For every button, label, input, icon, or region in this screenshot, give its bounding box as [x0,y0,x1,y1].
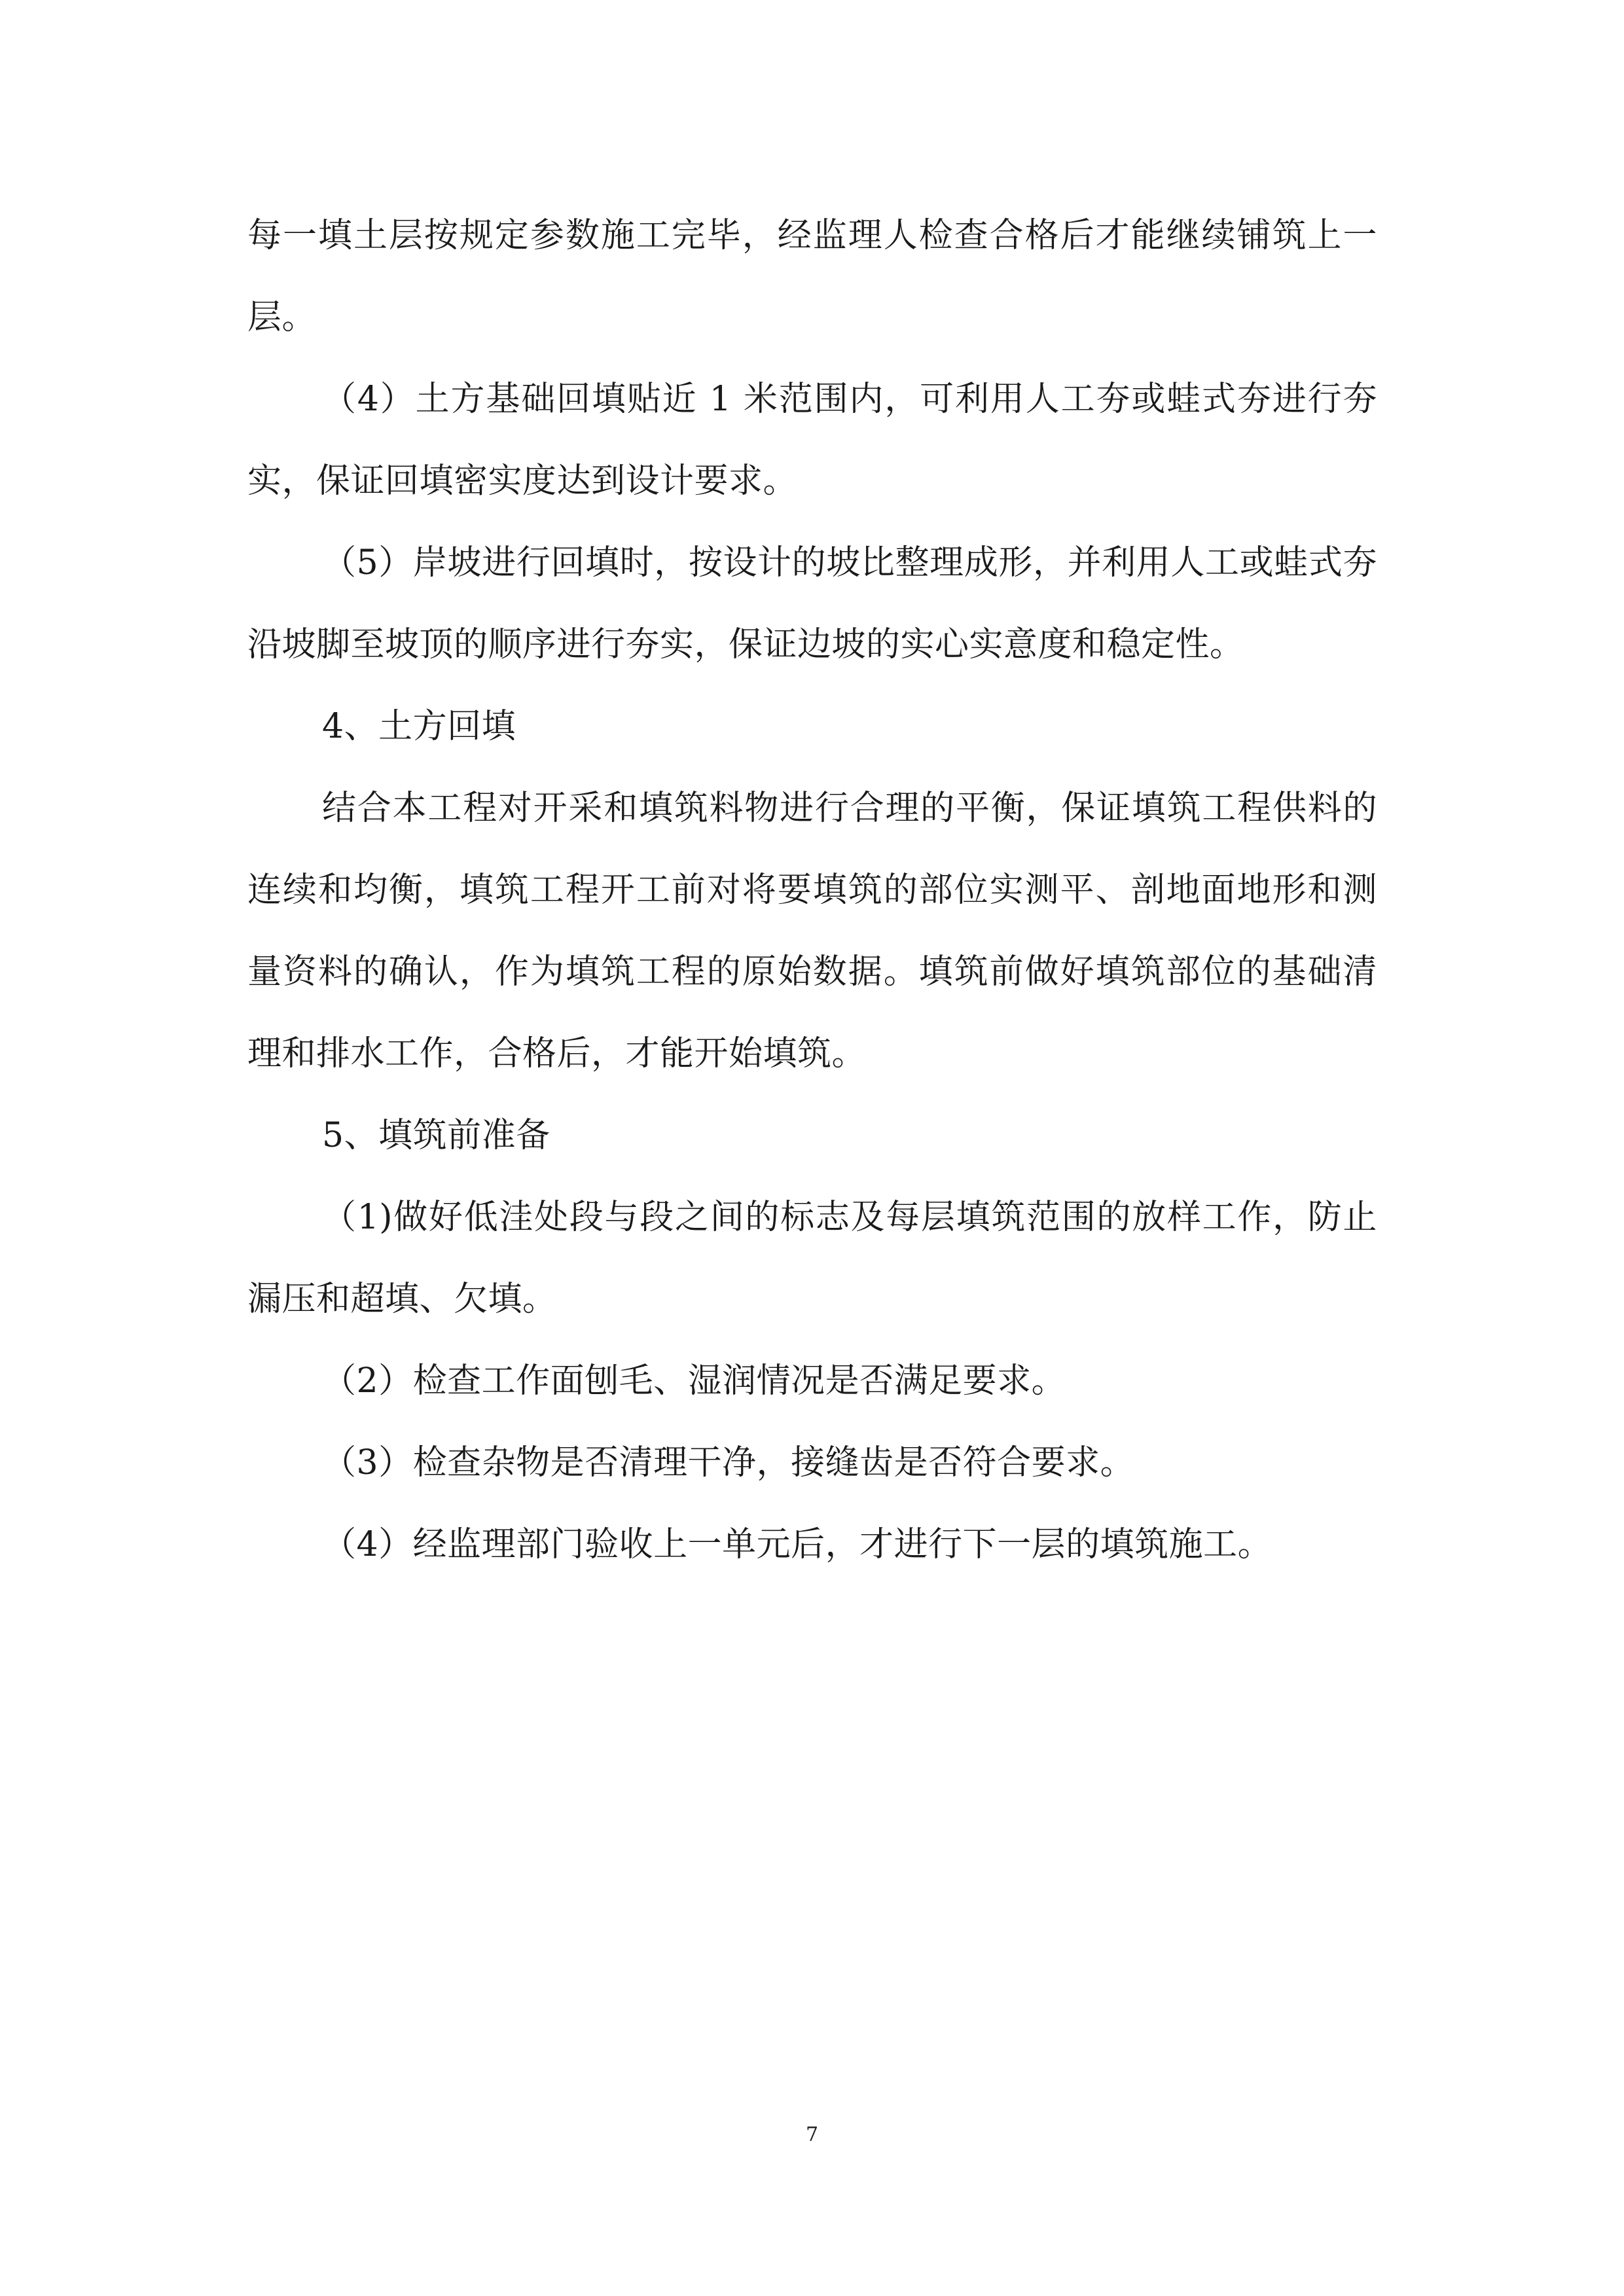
section-heading-earth-backfill: 4、土方回填 [322,707,516,746]
paragraph-prep-item-2: （2）检查工作面刨毛、湿润情况是否满足要求。 [322,1361,1066,1401]
paragraph-backfill-description: 结合本工程对开采和填筑料物进行合理的平衡，保证填筑工程供料的连续和均衡，填筑工程开工前对将要填筑的部位实测平、剖地面地形和测量资料的确认，作为填筑工程的原始数据。填筑前做好填筑部位的基础清理和排水工作，合格后，才能开始填筑。 [247,789,1377,1073]
paragraph-item-5: （5）岸坡进行回填时，按设计的坡比整理成形，并利用人工或蛙式夯沿坡脚至坡顶的顺序进行夯实，保证边坡的实心实意度和稳定性。 [247,543,1377,664]
paragraph-prep-item-3: （3）检查杂物是否清理干净，接缝齿是否符合要求。 [322,1443,1135,1482]
document-body [247,195,1377,1586]
paragraph-prep-item-1: （1)做好低洼处段与段之间的标志及每层填筑范围的放样工作，防止漏压和超填、欠填。 [247,1198,1377,1319]
paragraph-prep-item-4: （4）经监理部门验收上一单元后，才进行下一层的填筑施工。 [322,1525,1272,1564]
paragraph-item-4: （4）土方基础回填贴近 1 米范围内，可利用人工夯或蛙式夯进行夯实，保证回填密实度达到设计要求。 [247,380,1377,501]
page-number: 7 [805,2123,819,2146]
paragraph-continuation: 每一填土层按规定参数施工完毕，经监理人检查合格后才能继续铺筑上一层。 [247,216,1377,337]
section-heading-preparation: 5、填筑前准备 [322,1116,550,1155]
